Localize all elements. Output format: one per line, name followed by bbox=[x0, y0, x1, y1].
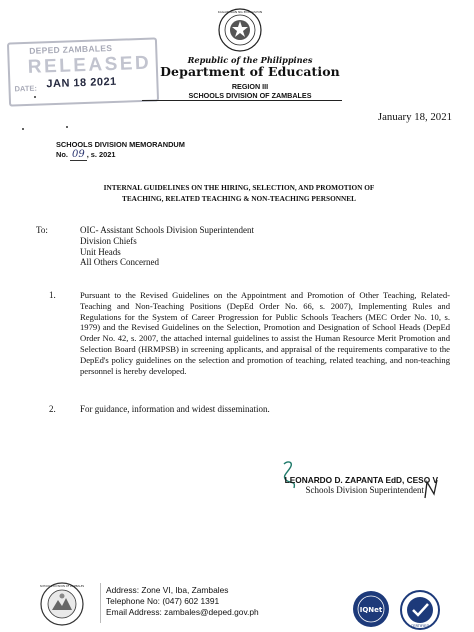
initial-mark-icon bbox=[422, 478, 442, 500]
to-label: To: bbox=[36, 225, 48, 235]
stamp-date: JAN 18 2021 bbox=[46, 75, 117, 91]
stamp-date-label: DATE: bbox=[14, 83, 38, 94]
speck bbox=[22, 128, 24, 130]
paragraph-number: 2. bbox=[49, 404, 56, 414]
recipient: Unit Heads bbox=[80, 246, 121, 257]
recipient: OIC- Assistant Schools Division Superintendent bbox=[80, 225, 254, 235]
recipient-list bbox=[80, 225, 254, 268]
certification-badge-icon bbox=[400, 590, 440, 630]
republic-heading: Republic of the Philippines bbox=[187, 55, 313, 65]
memo-date: January 18, 2021 bbox=[377, 111, 452, 123]
stamp-word: RELEASED bbox=[27, 52, 152, 78]
signatory-name: LEONARDO D. ZAPANTA EdD, CESO V bbox=[284, 475, 438, 485]
memo-number-prefix: No. bbox=[56, 150, 70, 159]
signatory-title: Schools Division Superintendent bbox=[305, 485, 424, 495]
deped-seal-icon bbox=[218, 8, 262, 52]
speck bbox=[66, 126, 68, 128]
subject-line: TEACHING, RELATED TEACHING & NON-TEACHING PERSONNEL bbox=[121, 194, 357, 203]
subject-line: INTERNAL GUIDELINES ON THE HIRING, SELECTION, AND PROMOTION OF bbox=[103, 183, 375, 192]
stamp-office: DEPED ZAMBALES bbox=[29, 42, 113, 56]
memo-subject bbox=[34, 182, 444, 204]
division-heading: SCHOOLS DIVISION OF ZAMBALES bbox=[188, 91, 312, 100]
header-divider bbox=[142, 100, 342, 101]
footer-telephone: Telephone No: (047) 602 1391 bbox=[106, 596, 220, 606]
division-seal-icon bbox=[40, 582, 84, 626]
recipient: Division Chiefs bbox=[80, 235, 137, 246]
department-heading: Department of Education bbox=[160, 64, 340, 79]
iqnet-badge-icon bbox=[352, 590, 390, 628]
footer-divider bbox=[100, 583, 101, 623]
paragraph-body: For guidance, information and widest dissemination. bbox=[80, 404, 270, 414]
footer-email: Email Address: zambales@deped.gov.ph bbox=[106, 607, 259, 617]
memo-number-value: 09 bbox=[71, 149, 85, 160]
region-heading: REGION III bbox=[231, 82, 269, 91]
memo-number-suffix: , s. 2021 bbox=[86, 150, 116, 159]
recipient: All Others Concerned bbox=[80, 257, 159, 268]
memo-number bbox=[56, 149, 115, 160]
footer-seal-text: SCHOOLS DIVISION OF ZAMBALES bbox=[40, 584, 84, 588]
cert-label: CERTIFIED bbox=[410, 624, 430, 628]
seal-text: KAGAWARAN NG EDUKASYON bbox=[218, 10, 262, 15]
footer-contact bbox=[106, 585, 259, 618]
footer-address: Address: Zone VI, Iba, Zambales bbox=[106, 585, 229, 595]
memo-title: SCHOOLS DIVISION MEMORANDUM bbox=[56, 140, 185, 149]
iqnet-label: IQNet bbox=[359, 606, 383, 614]
released-stamp bbox=[7, 37, 159, 106]
paragraph-body: Pursuant to the Revised Guidelines on the Appointment and Promotion of Other Teaching, Related-Teaching and Non-Teaching Positions (DepEd Order No. 66, s. 2007), Implementing Rules and Regulations for the System of Career Progression for Public Schools Teachers (MEC Order No. 10, s. 1979) and the Revised Guidelines on the Selection, Promotion and Designation of School Heads (DepEd Order No. 42, s. 2007, the attached internal guidelines to assist the Human Resource Merit Promotion and Selection Board (HRMPSB) in screening applicants, and appraisal of the requirements comparative to the DepEd's policy guidelines on the selection and promotion of teaching, related teaching, and non-teaching personnel is hereby developed. bbox=[80, 290, 450, 376]
paragraph-number: 1. bbox=[49, 290, 56, 300]
speck bbox=[34, 96, 36, 98]
